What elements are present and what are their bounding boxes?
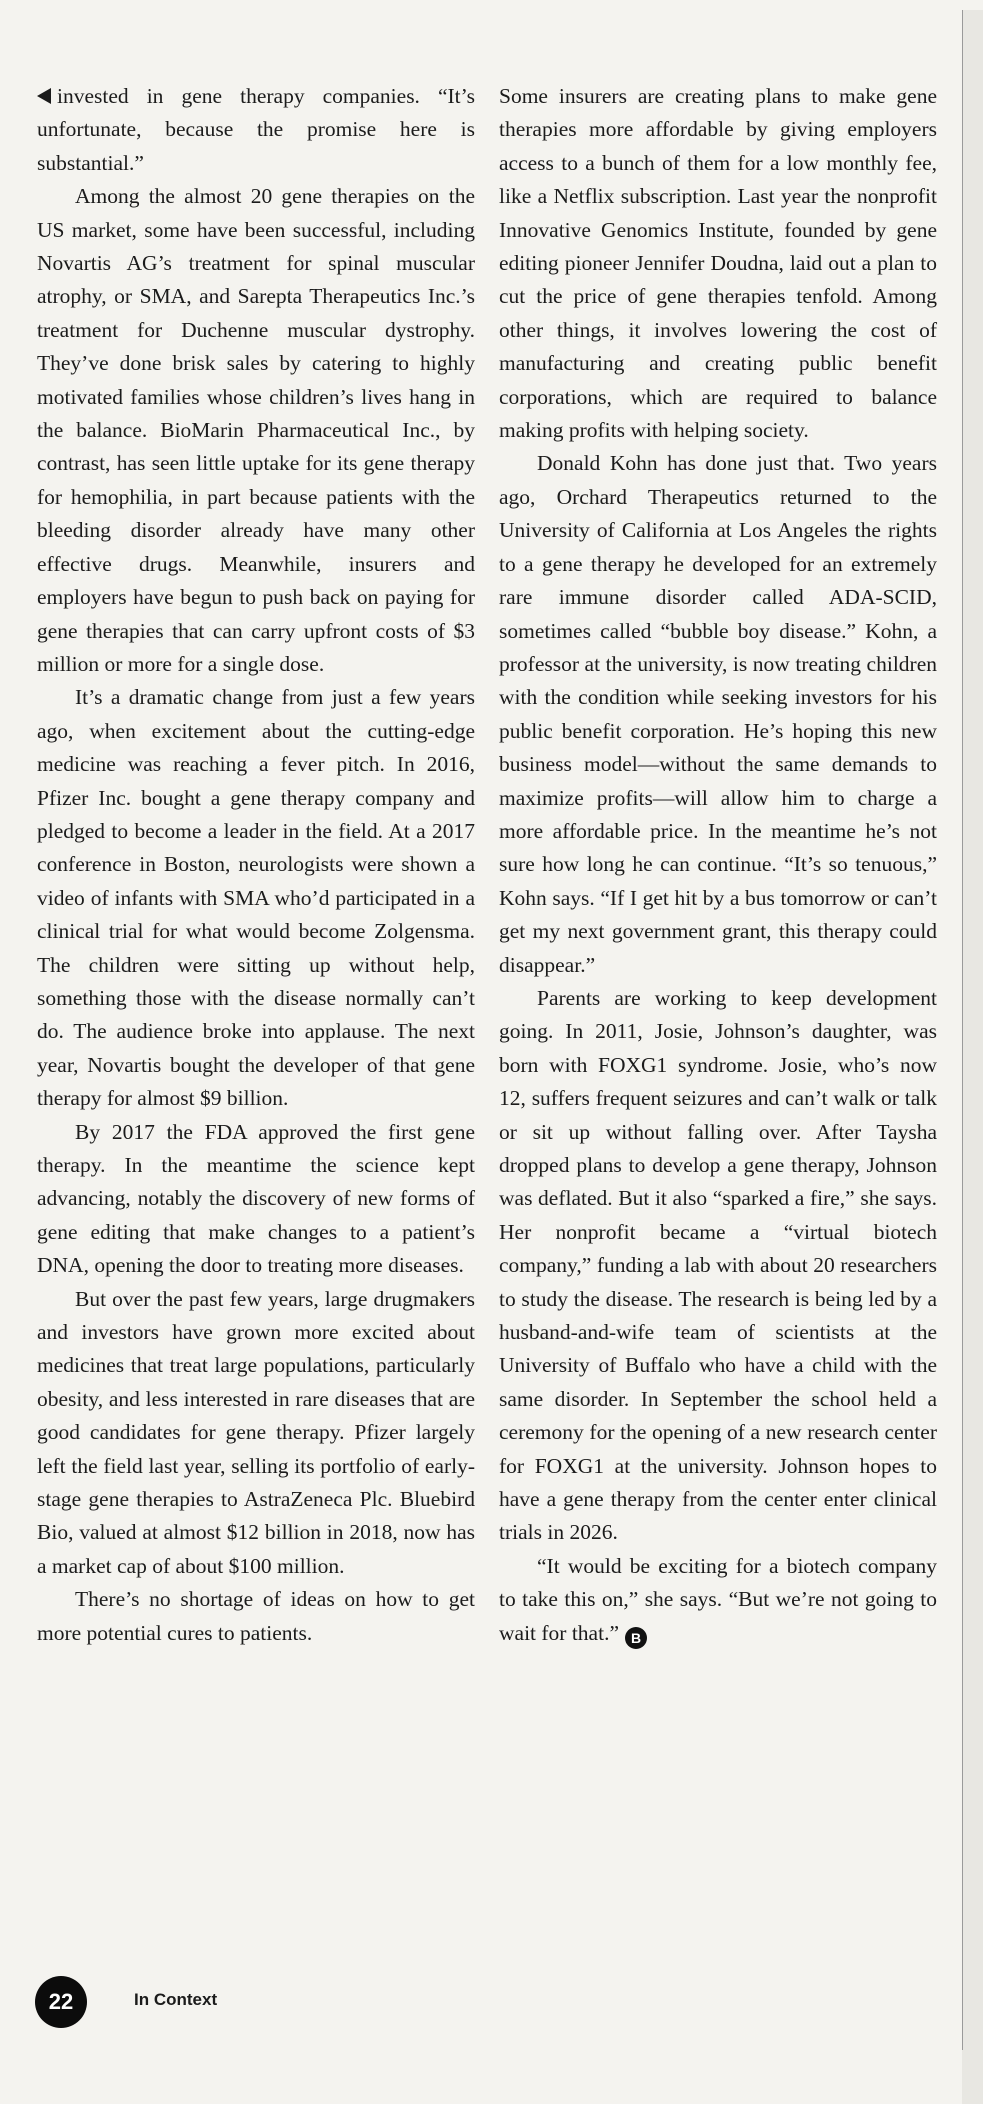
section-name: In Context (134, 1990, 218, 2009)
paragraph: Some insurers are creating plans to make gene therapies more affordable by giving employers access to a bunch of them for a low monthly fee, like a Netflix subscription. Last year the nonprofit Innovative Genomics Institute, founded by gene editing pioneer Jennifer Doudna, laid out a plan to cut the price of gene therapies tenfold. Among other things, it involves lowering the cost of manufacturing and creating public benefit corporations, which are required to balance making profits with helping society. (499, 84, 937, 443)
paragraph: It’s a dramatic change from just a few years ago, when excitement about the cutting-edge medicine was reaching a fever pitch. In 2016, Pfizer Inc. bought a gene therapy company and pledged to become a leader in the field. At a 2017 conference in Boston, neurologists were shown a video of infants with SMA who’d participated in a clinical trial for what would become Zolgensma. The children were sitting up without help, something those with the disease normally can’t do. The audience broke into applause. The next year, Novartis bought the developer of that gene therapy for almost $9 billion. (37, 685, 475, 1111)
paragraph: But over the past few years, large drugmakers and investors have grown more excited about medicines that treat large populations, particularly obesity, and less interested in rare diseases that are good candidates for gene therapy. Pfizer largely left the field last year, selling its portfolio of early-stage gene therapies to AstraZeneca Plc. Bluebird Bio, valued at almost $12 billion in 2018, now has a market cap of about $100 million. (37, 1286, 475, 1578)
paragraph: invested in gene therapy companies. “It’s unfortunate, because the promise here is substantial.” (37, 84, 475, 175)
adjacent-page-edge (962, 10, 983, 2104)
end-of-article-icon: B (625, 1627, 647, 1649)
page-number: 22 (35, 1976, 87, 2028)
paragraph: Among the almost 20 gene therapies on the US market, some have been successful, including Novartis AG’s treatment for spinal muscular atrophy, or SMA, and Sarepta Therapeutics Inc.’s treatment for Duchenne muscular dystrophy. They’ve done brisk sales by catering to highly motivated families whose children’s lives hang in the balance. BioMarin Pharmaceutical Inc., by contrast, has seen little uptake for its gene therapy for hemophilia, in part because patients with the bleeding disorder already have many other effective drugs. Meanwhile, insurers and employers have begun to push back on paying for gene therapies that can carry upfront costs of $3 million or more for a single dose. (37, 184, 475, 676)
adjacent-page-rule (962, 10, 963, 2050)
article-column-left (37, 80, 475, 1650)
paragraph: By 2017 the FDA approved the first gene therapy. In the meantime the science kept advancing, notably the discovery of new forms of gene editing that make changes to a patient’s DNA, opening the door to treating more diseases. (37, 1119, 475, 1278)
paragraph: There’s no shortage of ideas on how to get more potential cures to patients. (37, 1587, 475, 1645)
paragraph: Parents are working to keep development going. In 2011, Josie, Johnson’s daughter, was born with FOXG1 syndrome. Josie, who’s now 12, suffers frequent seizures and can’t walk or talk or sit up without falling over. After Taysha dropped plans to develop a gene therapy, Johnson was deflated. But it also “sparked a fire,” she says. Her nonprofit became a “virtual biotech company,” funding a lab with about 20 researchers to study the disease. The research is being led by a husband-and-wife team of scientists at the University of Buffalo who have a child with the same disorder. In September the school held a ceremony for the opening of a new research center for FOXG1 at the university. Johnson hopes to have a gene therapy from the center enter clinical trials in 2026. (499, 985, 937, 1545)
article-column-right (499, 80, 937, 1650)
continued-arrow-icon (37, 88, 51, 104)
paragraph: Donald Kohn has done just that. Two years ago, Orchard Therapeutics returned to the University of California at Los Angeles the rights to a gene therapy he developed for an extremely rare immune disorder called ADA-SCID, sometimes called “bubble boy disease.” Kohn, a professor at the university, is now treating children with the condition while seeking investors for his public benefit corporation. He’s hoping this new business model—without the same demands to maximize profits—will allow him to charge a more affordable price. In the meantime he’s not sure how long he can continue. “It’s so tenuous,” Kohn says. “If I get hit by a bus tomorrow or can’t get my next government grant, this therapy could disappear.” (499, 451, 937, 977)
paragraph-final: “It would be exciting for a biotech company to take this on,” she says. “But we’re not going to wait for that.” B (499, 1550, 937, 1650)
